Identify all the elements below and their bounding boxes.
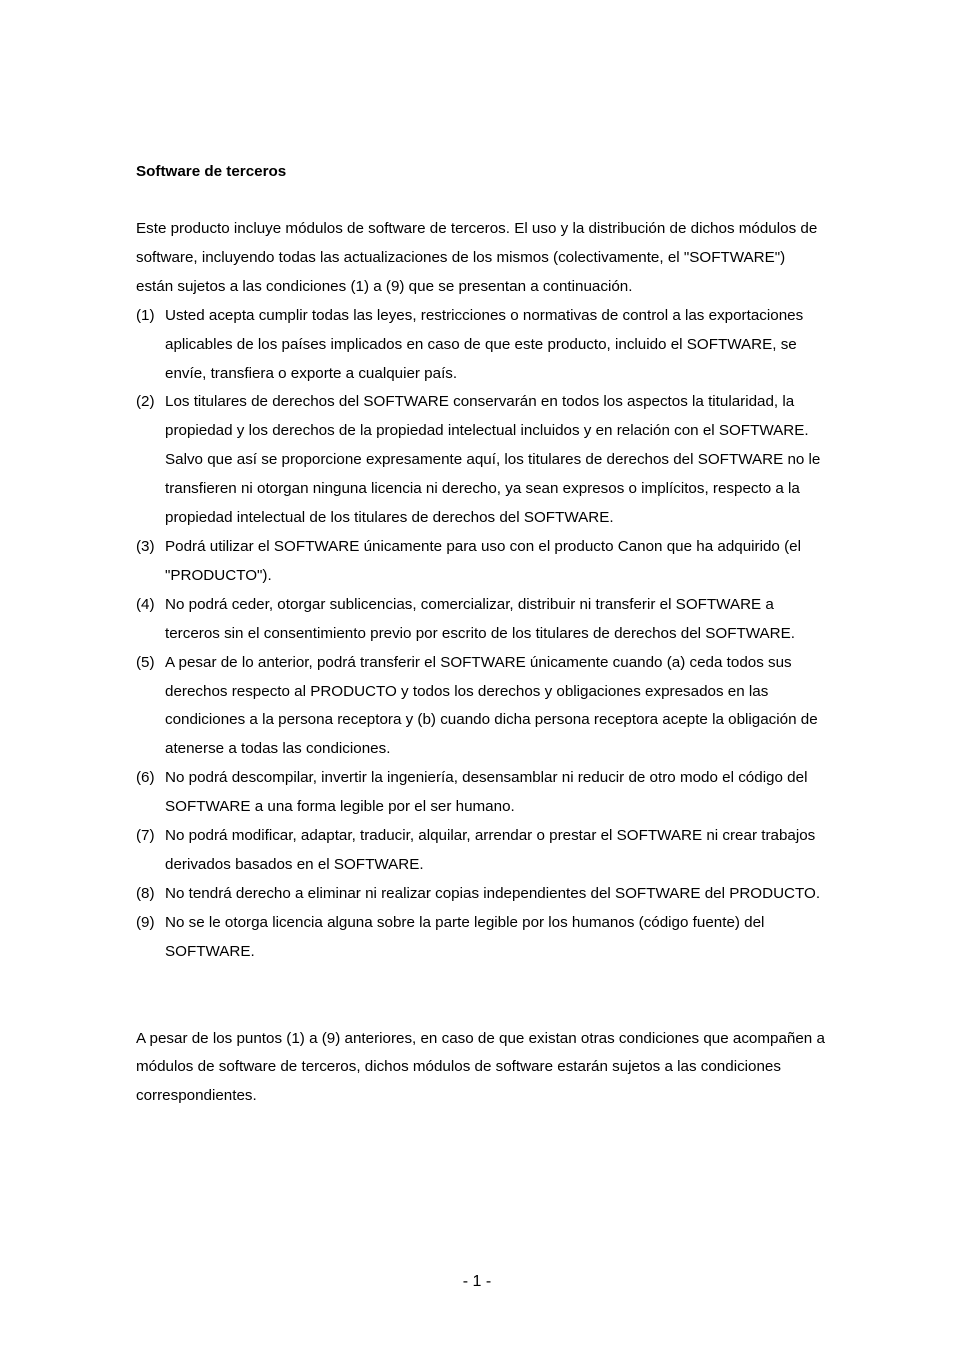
list-item bbox=[136, 388, 826, 533]
list-item-text: Los titulares de derechos del SOFTWARE conservarán en todos los aspectos la titularidad, la propiedad y los derechos de la propiedad intelectual incluidos y en relación con el SOFTWARE. Salvo que así se proporcione expresamente aquí, los titulares de derechos del SOFTWARE no le transfieren ni otorgan ninguna licencia ni derecho, ya sean expresos o implícitos, respecto a la propiedad intelectual de los titulares de derechos del SOFTWARE. bbox=[165, 393, 821, 527]
list-item-number: (9) bbox=[136, 913, 155, 931]
list-item-text: No tendrá derecho a eliminar ni realizar copias independientes del SOFTWARE del PRODUCTO. bbox=[165, 884, 821, 902]
list-item-text: A pesar de lo anterior, podrá transferir el SOFTWARE únicamente cuando (a) ceda todos sus derechos respecto al PRODUCTO y todos los derechos y obligaciones expresados en las condiciones a la persona receptora y (b) cuando dicha persona receptora acepte la obligación de atenerse a todas las condiciones. bbox=[165, 653, 818, 758]
list-item-number: (5) bbox=[136, 653, 155, 671]
list-item-text: No podrá ceder, otorgar sublicencias, comercializar, distribuir ni transferir el SOFTWARE a terceros sin el consentimiento previo por escrito de los titulares de derechos del SOFTWARE. bbox=[165, 595, 795, 642]
list-item-number: (3) bbox=[136, 537, 155, 555]
list-item-text: Podrá utilizar el SOFTWARE únicamente para uso con el producto Canon que ha adquirido (el "PRODUCTO"). bbox=[165, 537, 801, 584]
document-body bbox=[136, 158, 826, 1111]
list-item bbox=[136, 764, 826, 822]
page-number: - 1 - bbox=[462, 1273, 492, 1290]
list-item-number: (1) bbox=[136, 306, 155, 324]
intro-paragraph: Este producto incluye módulos de software de terceros. El uso y la distribución de dichos módulos de software, incluyendo todas las actualizaciones de los mismos (colectivamente, el "SOFTWARE") están sujetos a las condiciones (1) a (9) que se presentan a continuación. bbox=[136, 220, 818, 295]
list-item bbox=[136, 591, 826, 649]
list-item-number: (2) bbox=[136, 393, 155, 411]
section-heading: Software de terceros bbox=[136, 163, 287, 180]
list-item bbox=[136, 649, 826, 765]
list-item bbox=[136, 880, 826, 909]
conditions-list bbox=[136, 302, 826, 967]
list-item bbox=[136, 302, 826, 389]
closing-paragraph: A pesar de los puntos (1) a (9) anteriores, en caso de que existan otras condiciones que acompañen a módulos de software de terceros, dichos módulos de software estarán sujetos a las condiciones correspondientes. bbox=[136, 1029, 825, 1105]
list-item-text: Usted acepta cumplir todas las leyes, restricciones o normativas de control a las exportaciones aplicables de los países implicados en caso de que este producto, incluido el SOFTWARE, se envíe, transfiera o exporte a cualquier país. bbox=[165, 306, 804, 382]
list-item-number: (7) bbox=[136, 827, 155, 845]
list-item-number: (8) bbox=[136, 884, 155, 902]
list-item-text: No se le otorga licencia alguna sobre la parte legible por los humanos (código fuente) del SOFTWARE. bbox=[165, 913, 765, 960]
list-item bbox=[136, 822, 826, 880]
list-item bbox=[136, 533, 826, 591]
list-item-text: No podrá modificar, adaptar, traducir, alquilar, arrendar o prestar el SOFTWARE ni crear trabajos derivados basados en el SOFTWARE. bbox=[165, 827, 816, 873]
list-item-text: No podrá descompilar, invertir la ingeniería, desensamblar ni reducir de otro modo el código del SOFTWARE a una forma legible por el ser humano. bbox=[165, 769, 808, 816]
list-item-number: (4) bbox=[136, 595, 155, 613]
list-item-number: (6) bbox=[136, 769, 155, 787]
list-item bbox=[136, 909, 826, 967]
